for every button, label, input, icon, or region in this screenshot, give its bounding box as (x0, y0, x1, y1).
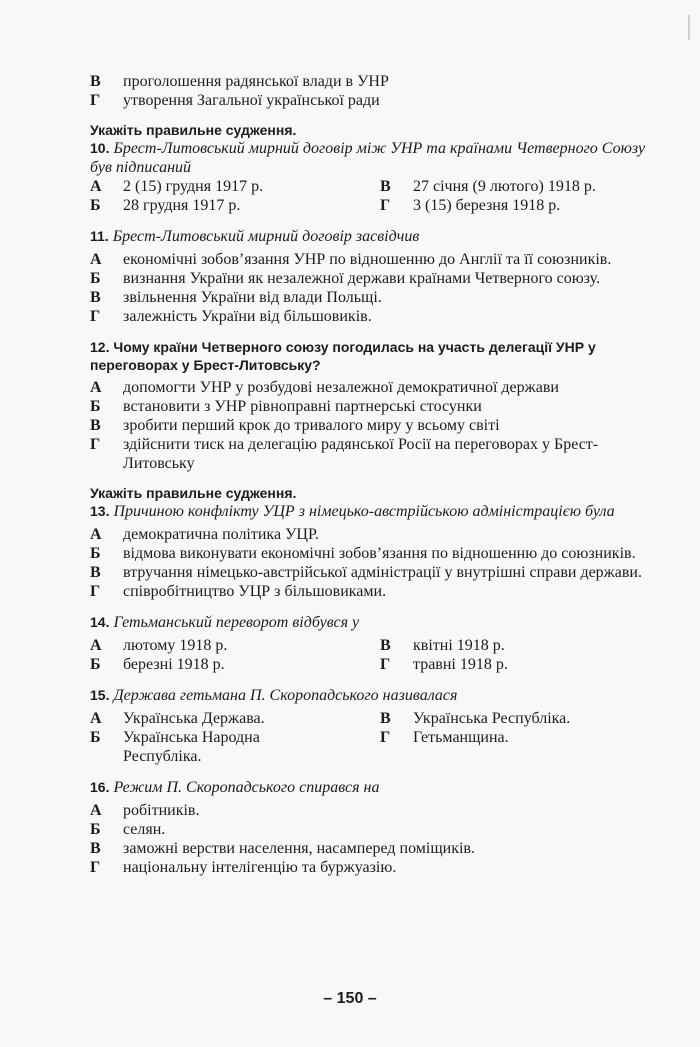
question-text: Режим П. Скоропадського спирався на (113, 779, 380, 796)
option-text: залежність України від більшовиків. (123, 308, 372, 325)
option-row (90, 709, 380, 728)
question-15 (90, 686, 650, 766)
option-letter: Б (90, 656, 101, 673)
question-10 (90, 139, 650, 215)
option-letter: А (90, 710, 102, 727)
question-text: Держава гетьмана П. Скоропадського називалася (113, 687, 458, 704)
document-page (90, 72, 650, 877)
option-letter: А (90, 379, 102, 396)
question-16 (90, 778, 650, 877)
option-text: травні 1918 р. (413, 656, 508, 673)
option-row (90, 177, 380, 196)
option-row (90, 269, 650, 288)
option-row (90, 91, 650, 110)
option-text: березні 1918 р. (123, 656, 225, 673)
option-letter: В (380, 637, 391, 654)
option-text: Українська Держава. (123, 710, 265, 727)
option-text: Українська Народна Республіка. (123, 729, 260, 765)
option-letter: В (90, 73, 101, 90)
option-text: лютому 1918 р. (123, 637, 228, 654)
question-number: 15. (90, 687, 110, 703)
option-letter: Г (90, 583, 101, 600)
option-letter: В (90, 564, 101, 581)
option-row (90, 563, 650, 582)
option-row (90, 288, 650, 307)
option-text: демократична політика УЦР. (123, 526, 319, 543)
option-text: відмова виконувати економічні зобов’язання по відношенню до союзників. (123, 545, 636, 562)
options-grid (90, 177, 650, 215)
option-row (380, 636, 650, 655)
option-letter: А (90, 178, 102, 195)
option-row (90, 307, 650, 326)
option-letter: Б (90, 545, 101, 562)
question-text: Брест-Литовський мирний договір між УНР та країнами Четверного Союзу був підписаний (90, 140, 646, 176)
option-row (90, 655, 380, 674)
option-text: визнання України як незалежної держави країнами Четверного союзу. (123, 270, 601, 287)
options-grid (90, 709, 650, 766)
option-text: економічні зобов’язання УНР по відношенню до Англії та її союзників. (123, 251, 612, 268)
option-text: квітні 1918 р. (413, 637, 505, 654)
option-letter: А (90, 251, 102, 268)
option-row (90, 525, 650, 544)
option-letter: Г (90, 92, 101, 109)
option-row (380, 655, 650, 674)
option-letter: Б (90, 270, 101, 287)
option-row (90, 435, 650, 473)
question-number: 16. (90, 779, 110, 795)
option-letter: Г (90, 436, 101, 453)
option-row (90, 801, 650, 820)
option-text: допомогти УНР у розбудові незалежної демократичної держави (123, 379, 559, 396)
page-edge-mark (688, 15, 690, 40)
question-number: 13. (90, 503, 110, 519)
option-row (380, 709, 650, 728)
option-row (90, 582, 650, 601)
option-letter: Б (90, 821, 101, 838)
option-text: втручання німецько-австрійської адміністрації у внутрішні справи держави. (123, 564, 642, 581)
option-text: звільнення України від влади Польщі. (123, 289, 382, 306)
option-text: робітників. (123, 802, 200, 819)
option-text: 28 грудня 1917 р. (123, 197, 241, 214)
option-text: Українська Республіка. (413, 710, 571, 727)
option-letter: А (90, 802, 102, 819)
question-12 (90, 338, 650, 473)
option-text: селян. (123, 821, 166, 838)
option-letter: А (90, 526, 102, 543)
options-grid (90, 636, 650, 674)
option-text: зробити перший крок до тривалого миру у всьому світі (123, 417, 500, 434)
option-text: 3 (15) березня 1918 р. (413, 197, 561, 214)
option-text: проголошення радянської влади в УНР (123, 73, 389, 90)
option-letter: Г (90, 859, 101, 876)
instruction-heading: Укажіть правильне судження. (90, 485, 297, 501)
question-number: 12. (90, 339, 110, 355)
option-row (90, 636, 380, 655)
option-letter: Г (380, 656, 391, 673)
option-row (380, 196, 650, 215)
option-text: утворення Загальної української ради (123, 92, 380, 109)
option-letter: А (90, 637, 102, 654)
option-letter: В (90, 417, 101, 434)
option-text: 2 (15) грудня 1917 р. (123, 178, 264, 195)
option-text: 27 січня (9 лютого) 1918 р. (413, 178, 596, 195)
option-text: заможні верстви населення, насамперед поміщиків. (123, 840, 475, 857)
option-row (90, 728, 380, 766)
option-row (90, 196, 380, 215)
option-text: національну інтелігенцію та буржуазію. (123, 859, 397, 876)
question-number: 10. (90, 140, 110, 156)
option-row (380, 728, 650, 747)
option-letter: Б (90, 729, 101, 746)
option-row (380, 177, 650, 196)
option-row (90, 378, 650, 397)
question-14 (90, 613, 650, 674)
option-row (90, 858, 650, 877)
page-number: – 150 – (323, 990, 377, 1007)
option-letter: В (90, 840, 101, 857)
option-letter: Г (380, 197, 391, 214)
option-row (90, 839, 650, 858)
top-options (90, 72, 650, 110)
option-letter: В (380, 710, 391, 727)
question-text: Причиною конфлікту УЦР з німецько-австрійською адміністрацією була (113, 503, 615, 520)
question-13 (90, 502, 650, 601)
option-letter: Б (90, 197, 101, 214)
question-number: 14. (90, 614, 110, 630)
option-text: встановити з УНР рівноправні партнерські стосунки (123, 398, 482, 415)
instruction-heading: Укажіть правильне судження. (90, 122, 297, 138)
option-letter: В (380, 178, 391, 195)
option-text: здійснити тиск на делегацію радянської Росії на переговорах у Брест-Литовську (123, 436, 599, 472)
option-row (90, 416, 650, 435)
option-row (90, 397, 650, 416)
option-row (90, 250, 650, 269)
option-letter: Г (380, 729, 391, 746)
option-row (90, 820, 650, 839)
option-letter: В (90, 289, 101, 306)
option-letter: Б (90, 398, 101, 415)
question-11 (90, 227, 650, 326)
option-text: співробітництво УЦР з більшовиками. (123, 583, 387, 600)
question-number: 11. (90, 228, 109, 244)
option-letter: Г (90, 308, 101, 325)
question-text: Чому країни Четверного союзу погодилась на участь делегації УНР у переговорах у Брест-Литовську? (90, 339, 596, 373)
option-row (90, 544, 650, 563)
option-text: Гетьманщина. (413, 729, 509, 746)
option-row (90, 72, 650, 91)
question-text: Брест-Литовський мирний договір засвідчив (112, 228, 420, 245)
question-text: Гетьманський переворот відбувся у (113, 614, 360, 631)
